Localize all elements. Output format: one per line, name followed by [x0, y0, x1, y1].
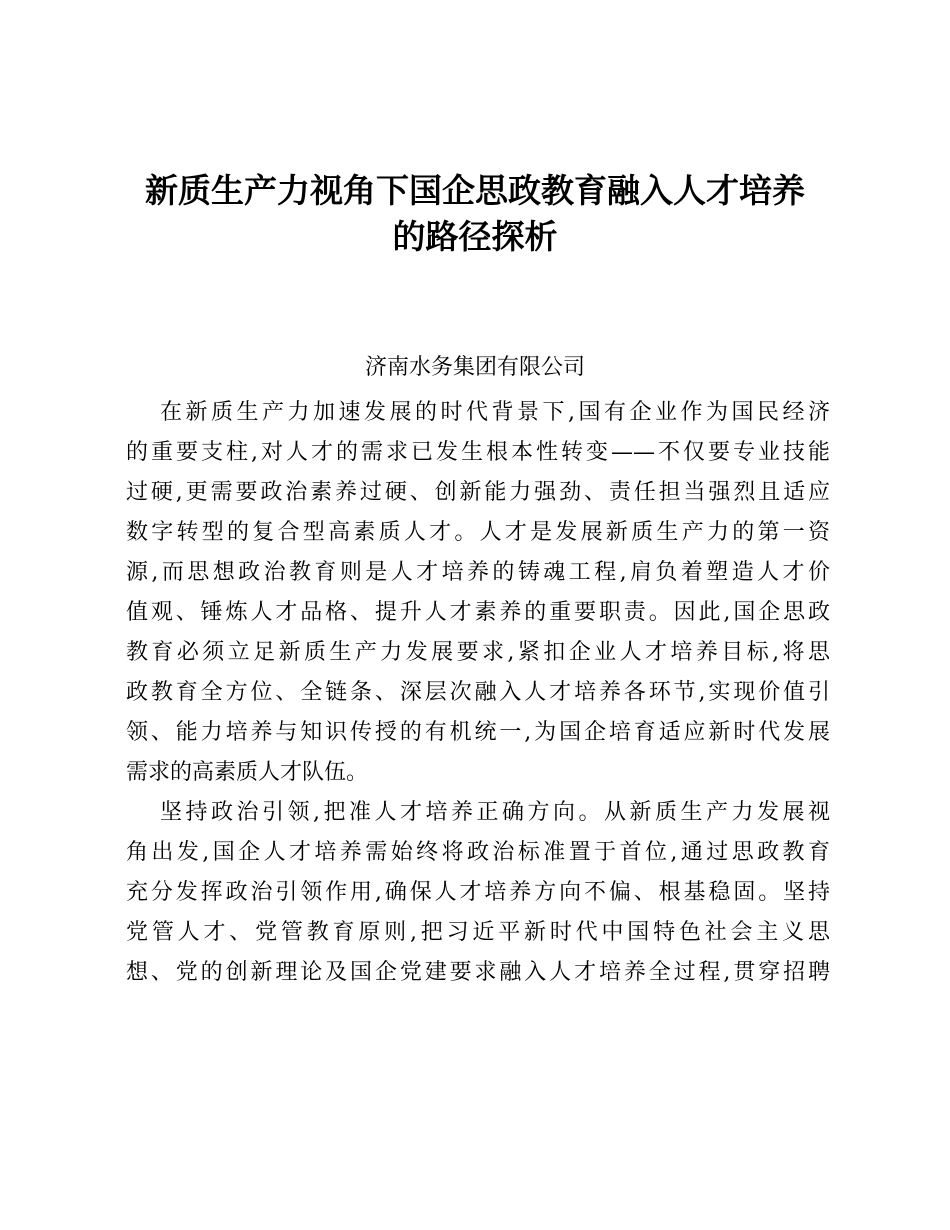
- paragraph-2: [126, 793, 830, 993]
- paragraph-line: 在新质生产力加速发展的时代背景下,国有企业作为国民经济: [160, 400, 830, 425]
- paragraph-line: 领、能力培养与知识传授的有机统一,为国企培育适应新时代发展: [126, 720, 830, 745]
- paragraph-line: 需求的高素质人才队伍。: [126, 760, 369, 785]
- paragraph-line: 政教育全方位、全链条、深层次融入人才培养各环节,实现价值引: [126, 680, 830, 705]
- paragraph-line: 坚持政治引领,把准人才培养正确方向。从新质生产力发展视: [160, 800, 830, 825]
- document-title: [120, 168, 830, 260]
- paragraph-line: 的重要支柱,对人才的需求已发生根本性转变——不仅要专业技能: [126, 440, 830, 465]
- paragraph-line: 值观、锤炼人才品格、提升人才素养的重要职责。因此,国企思政: [126, 600, 830, 625]
- document-body: [126, 393, 830, 993]
- paragraph-line: 想、党的创新理论及国企党建要求融入人才培养全过程,贯穿招聘: [126, 960, 830, 985]
- paragraph-line: 角出发,国企人才培养需始终将政治标准置于首位,通过思政教育: [126, 840, 830, 865]
- paragraph-line: 充分发挥政治引领作用,确保人才培养方向不偏、根基稳固。坚持: [126, 880, 830, 905]
- title-line-2: 的路径探析: [392, 217, 558, 256]
- paragraph-line: 教育必须立足新质生产力发展要求,紧扣企业人才培养目标,将思: [126, 640, 830, 665]
- paragraph-line: 党管人才、党管教育原则,把习近平新时代中国特色社会主义思: [126, 920, 830, 945]
- paragraph-line: 源,而思想政治教育则是人才培养的铸魂工程,肩负着塑造人才价: [126, 560, 830, 585]
- author-organization: 济南水务集团有限公司: [364, 355, 585, 380]
- paragraph-line: 数字转型的复合型高素质人才。人才是发展新质生产力的第一资: [126, 520, 830, 545]
- title-line-1: 新质生产力视角下国企思政教育融入人才培养: [145, 171, 805, 210]
- paragraph-line: 过硬,更需要政治素养过硬、创新能力强劲、责任担当强烈且适应: [126, 480, 830, 505]
- paragraph-1: [126, 393, 830, 793]
